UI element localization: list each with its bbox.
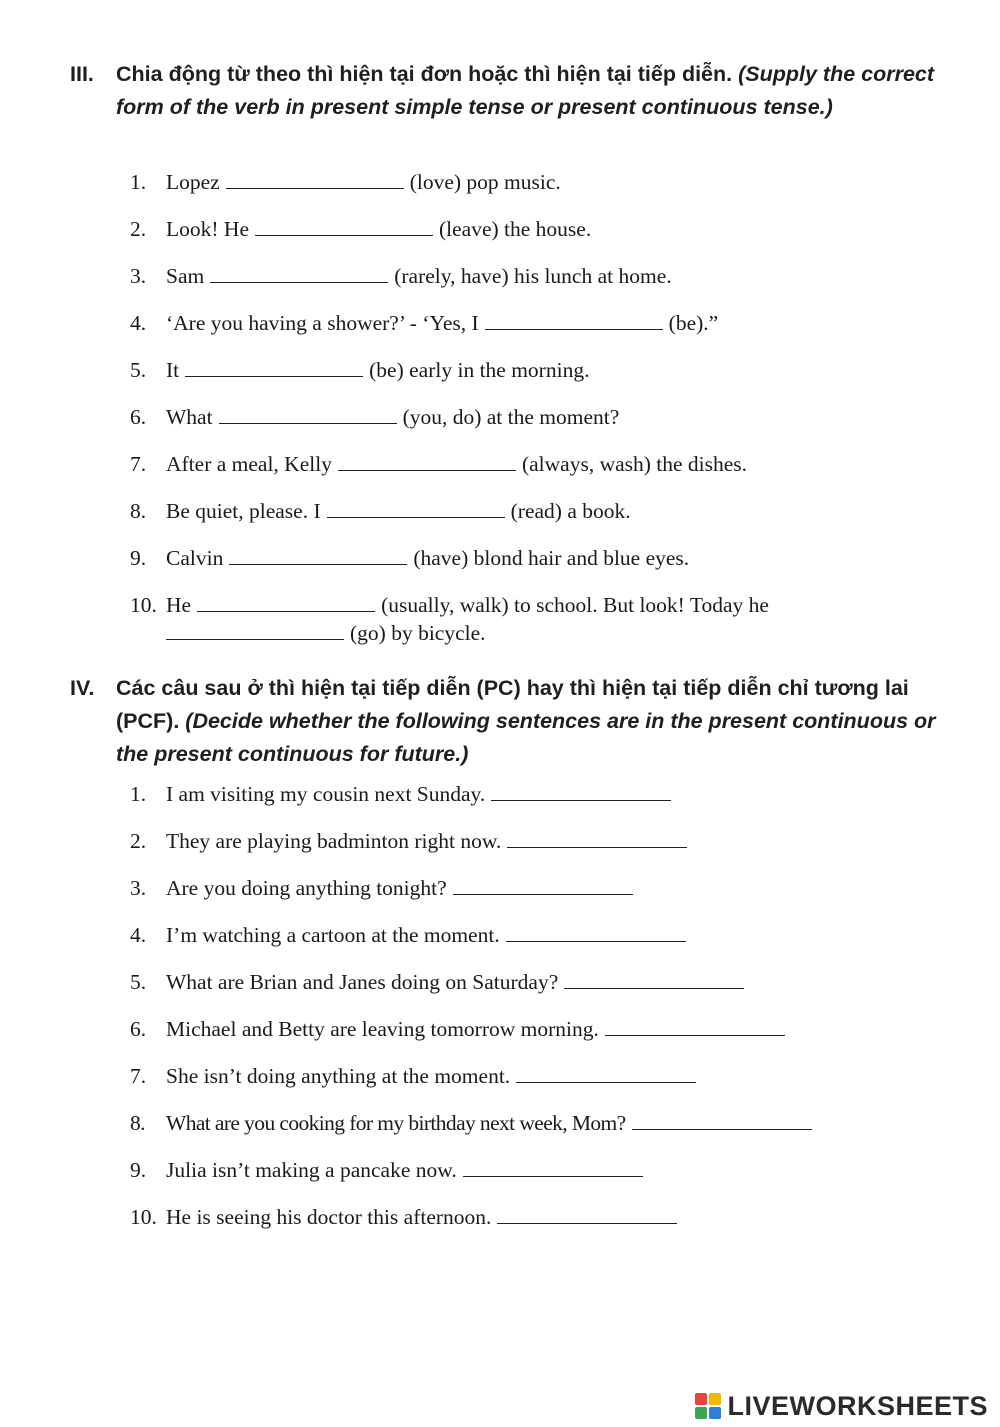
item-number: 8. (130, 499, 147, 523)
item-number: 10. (130, 593, 157, 617)
item-number: 9. (130, 1158, 147, 1182)
section-3-heading (70, 58, 945, 124)
liveworksheets-logo (695, 1389, 988, 1423)
answer-blank[interactable] (219, 405, 397, 424)
answer-blank[interactable] (226, 170, 404, 189)
item-text: I am visiting my cousin next Sunday. (166, 782, 486, 806)
exercise-item (130, 168, 940, 196)
item-text: (you, do) at the moment? (402, 405, 620, 429)
section-4-number: IV. (70, 676, 95, 700)
item-text: (usually, walk) to school. But look! Today he (381, 593, 769, 617)
item-text: Sam (166, 264, 205, 288)
item-text: Look! He (166, 217, 249, 241)
item-number: 2. (130, 829, 147, 853)
item-number: 5. (130, 358, 147, 382)
item-text: He (166, 593, 192, 617)
exercise-item (130, 1015, 940, 1043)
exercise-item (130, 921, 940, 949)
section-3-title-vi: Chia động từ theo thì hiện tại đơn hoặc thì hiện tại tiếp diễn. (116, 62, 733, 86)
answer-blank[interactable] (229, 546, 407, 565)
item-text: Michael and Betty are leaving tomorrow morning. (166, 1017, 599, 1041)
item-text: (be) early in the morning. (369, 358, 590, 382)
section-3-title-en: (Supply the correct form of the verb in present simple tense or present continuous tense.) (116, 62, 935, 119)
item-number: 3. (130, 876, 147, 900)
item-number: 8. (130, 1111, 145, 1135)
item-text: (always, wash) the dishes. (521, 452, 748, 476)
item-text: (be).” (668, 311, 719, 335)
section-4-title-en: (Decide whether the following sentences are in the present continuous or the present continuous for future.) (116, 709, 936, 766)
item-text: (leave) the house. (439, 217, 592, 241)
item-text: (rarely, have) his lunch at home. (394, 264, 672, 288)
item-number: 7. (130, 452, 147, 476)
exercise-item (130, 874, 940, 902)
item-text: After a meal, Kelly (166, 452, 332, 476)
exercise-item (130, 1203, 940, 1231)
exercise-item (130, 591, 940, 647)
brand-name: LIVEWORKSHEETS (727, 1390, 988, 1421)
exercise-item (130, 262, 940, 290)
item-number: 1. (130, 170, 147, 194)
item-number: 4. (130, 923, 147, 947)
answer-blank[interactable] (197, 593, 375, 612)
exercise-item (130, 215, 940, 243)
item-text: She isn’t doing anything at the moment. (166, 1064, 511, 1088)
item-text: Be quiet, please. I (166, 499, 321, 523)
item-number: 1. (130, 782, 147, 806)
answer-blank[interactable] (605, 1017, 785, 1036)
exercise-item (130, 356, 940, 384)
exercise-item (130, 403, 940, 431)
item-text: What are Brian and Janes doing on Saturday? (166, 970, 559, 994)
item-text: Lopez (166, 170, 220, 194)
answer-blank[interactable] (255, 217, 433, 236)
exercise-item (130, 309, 940, 337)
answer-blank[interactable] (453, 876, 633, 895)
answer-blank[interactable] (497, 1205, 677, 1224)
item-text: (go) by bicycle. (350, 621, 486, 645)
item-number: 4. (130, 311, 147, 335)
item-text: (have) blond hair and blue eyes. (413, 546, 690, 570)
item-text: I’m watching a cartoon at the moment. (166, 923, 500, 947)
answer-blank[interactable] (185, 358, 363, 377)
answer-blank[interactable] (166, 621, 344, 640)
item-number: 6. (130, 405, 147, 429)
exercise-item (130, 968, 940, 996)
exercise-item (130, 1156, 940, 1184)
answer-blank[interactable] (507, 829, 687, 848)
exercise-item (130, 827, 940, 855)
item-text: It (166, 358, 180, 382)
liveworksheets-logo-icon (695, 1393, 721, 1419)
item-number: 6. (130, 1017, 147, 1041)
exercise-item (130, 1062, 940, 1090)
answer-blank[interactable] (506, 923, 686, 942)
item-number: 7. (130, 1064, 147, 1088)
section-4-heading (70, 672, 945, 771)
exercise-item (130, 1109, 940, 1137)
item-number: 9. (130, 546, 147, 570)
answer-blank[interactable] (338, 452, 516, 471)
answer-blank[interactable] (463, 1158, 643, 1177)
exercise-item (130, 497, 940, 525)
exercise-item (130, 544, 940, 572)
item-text: What (166, 405, 213, 429)
section-3-number: III. (70, 62, 94, 86)
item-text: ‘Are you having a shower?’ - ‘Yes, I (166, 311, 479, 335)
item-number: 10. (130, 1205, 157, 1229)
answer-blank[interactable] (491, 782, 671, 801)
item-text: What are you cooking for my birthday next week, Mom? (166, 1111, 626, 1135)
answer-blank[interactable] (210, 264, 388, 283)
answer-blank[interactable] (632, 1111, 812, 1130)
answer-blank[interactable] (485, 311, 663, 330)
item-text: Calvin (166, 546, 224, 570)
answer-blank[interactable] (327, 499, 505, 518)
item-number: 3. (130, 264, 147, 288)
item-text: He is seeing his doctor this afternoon. (166, 1205, 492, 1229)
exercise-item (130, 450, 940, 478)
item-text: Are you doing anything tonight? (166, 876, 447, 900)
item-text: (love) pop music. (409, 170, 561, 194)
item-number: 5. (130, 970, 147, 994)
answer-blank[interactable] (564, 970, 744, 989)
section-4-title-vi: Các câu sau ở thì hiện tại tiếp diễn (PC) hay thì hiện tại tiếp diễn chỉ tương lai (PCF). (116, 676, 909, 733)
item-text: They are playing badminton right now. (166, 829, 502, 853)
item-number: 2. (130, 217, 147, 241)
exercise-item (130, 780, 940, 808)
item-text: (read) a book. (510, 499, 631, 523)
answer-blank[interactable] (516, 1064, 696, 1083)
item-text: Julia isn’t making a pancake now. (166, 1158, 457, 1182)
